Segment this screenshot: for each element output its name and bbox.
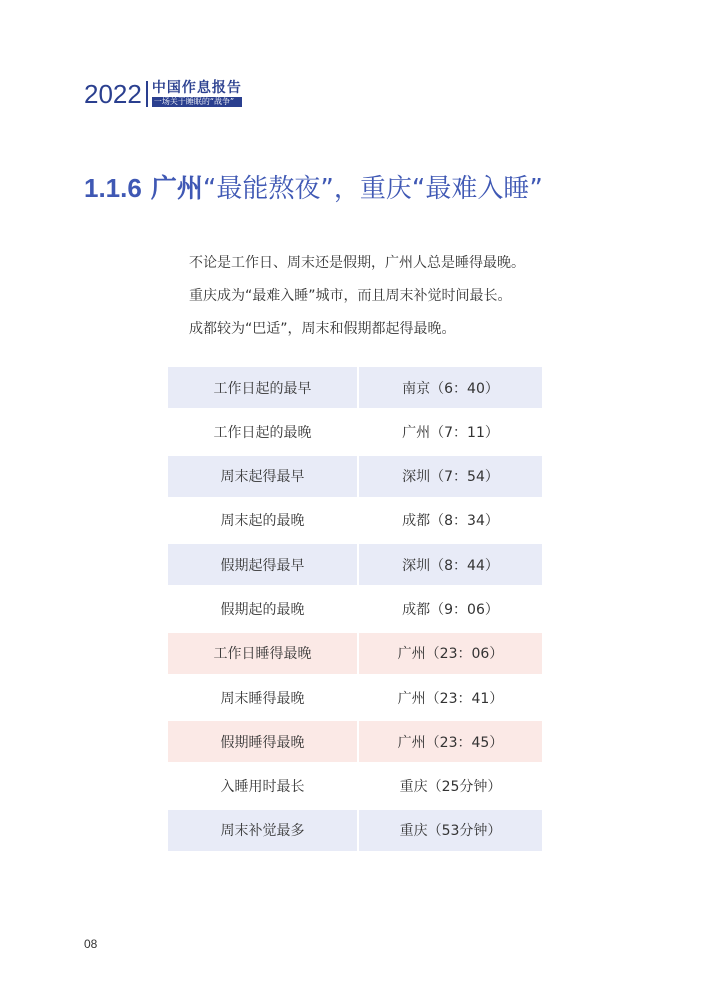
section-number: 1.1.6 bbox=[84, 173, 142, 203]
section-title-main: 广州 bbox=[150, 174, 203, 204]
intro-line: 不论是工作日、周末还是假期，广州人总是睡得最晚。 bbox=[189, 255, 525, 271]
row-label: 工作日睡得最晚 bbox=[168, 633, 357, 674]
row-label: 工作日起的最晚 bbox=[168, 411, 357, 452]
intro-text bbox=[189, 247, 525, 346]
header-divider bbox=[146, 81, 148, 107]
row-label: 周末睡得最晚 bbox=[168, 677, 357, 718]
row-value: 成都（9：06） bbox=[359, 588, 542, 629]
row-value: 深圳（8：44） bbox=[359, 544, 542, 585]
table-row bbox=[168, 367, 542, 408]
row-value: 广州（23：45） bbox=[359, 721, 542, 762]
row-label: 假期起的最晚 bbox=[168, 588, 357, 629]
report-year: 2022 bbox=[84, 79, 142, 109]
row-value: 重庆（53分钟） bbox=[359, 810, 542, 851]
row-value: 南京（6：40） bbox=[359, 367, 542, 408]
page-number: 08 bbox=[84, 937, 98, 951]
report-subtitle: 一场关于睡眠的“战争” bbox=[152, 97, 242, 107]
row-label: 工作日起的最早 bbox=[168, 367, 357, 408]
row-value: 重庆（25分钟） bbox=[359, 766, 542, 807]
table-row bbox=[168, 456, 542, 497]
report-brand bbox=[152, 81, 242, 107]
report-title: 中国作息报告 bbox=[151, 80, 242, 96]
row-value: 广州（23：41） bbox=[359, 677, 542, 718]
row-value: 广州（7：11） bbox=[359, 411, 542, 452]
row-value: 广州（23：06） bbox=[359, 633, 542, 674]
row-value: 成都（8：34） bbox=[359, 500, 542, 541]
intro-line: 成都较为“巴适”，周末和假期都起得最晚。 bbox=[189, 321, 456, 337]
intro-line: 重庆成为“最难入睡”城市，而且周末补觉时间最长。 bbox=[189, 288, 512, 304]
ranking-table bbox=[168, 367, 542, 854]
row-label: 周末补觉最多 bbox=[168, 810, 357, 851]
row-label: 入睡用时最长 bbox=[168, 766, 357, 807]
report-header bbox=[84, 80, 242, 108]
table-row bbox=[168, 588, 542, 629]
table-row bbox=[168, 677, 542, 718]
row-label: 假期起得最早 bbox=[168, 544, 357, 585]
table-row bbox=[168, 633, 542, 674]
table-row bbox=[168, 544, 542, 585]
table-row bbox=[168, 411, 542, 452]
section-title bbox=[84, 170, 543, 207]
row-label: 假期睡得最晚 bbox=[168, 721, 357, 762]
table-row bbox=[168, 500, 542, 541]
section-title-rest: “最能熬夜”，重庆“最难入睡” bbox=[202, 174, 543, 204]
row-label: 周末起得最早 bbox=[168, 456, 357, 497]
row-label: 周末起的最晚 bbox=[168, 500, 357, 541]
table-row bbox=[168, 810, 542, 851]
table-row bbox=[168, 721, 542, 762]
row-value: 深圳（7：54） bbox=[359, 456, 542, 497]
table-row bbox=[168, 766, 542, 807]
